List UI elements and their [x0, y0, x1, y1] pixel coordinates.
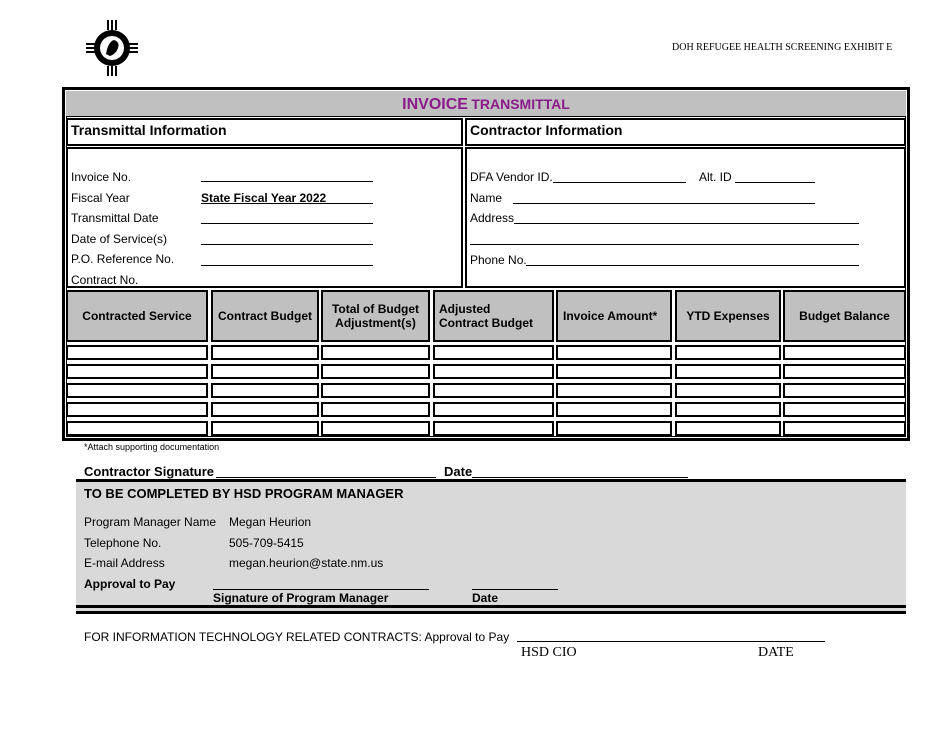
pm-name-label: Program Manager Name: [84, 515, 217, 529]
date-of-service-label: Date of Service(s): [71, 232, 168, 246]
dfa-vendor-label: DFA Vendor ID.: [470, 170, 553, 184]
contractor-info-heading: [465, 118, 906, 146]
table-cell[interactable]: [211, 364, 319, 379]
hsd-bottom-rule-2: [76, 611, 906, 614]
name-field[interactable]: [513, 203, 815, 204]
table-cell[interactable]: [211, 383, 319, 398]
header-contracted-service: Contracted Service: [66, 290, 208, 342]
dfa-vendor-field[interactable]: [553, 182, 686, 183]
table-cell[interactable]: [321, 421, 430, 436]
header-ytd-expenses: YTD Expenses: [675, 290, 781, 342]
fiscal-year-value[interactable]: State Fiscal Year 2022: [201, 191, 327, 205]
header-budget-adjustments-text: Total of Budget Adjustment(s): [331, 302, 420, 330]
address-field-1[interactable]: [514, 223, 859, 224]
table-cell[interactable]: [321, 364, 430, 379]
table-cell[interactable]: [321, 383, 430, 398]
header-budget-balance: Budget Balance: [783, 290, 906, 342]
header-budget-adjustments: [321, 290, 430, 342]
contract-no-label: Contract No.: [71, 273, 139, 287]
table-cell[interactable]: [675, 383, 781, 398]
contractor-signature-label: Contractor Signature: [84, 464, 215, 479]
address-field-2[interactable]: [470, 244, 859, 245]
table-cell[interactable]: [783, 345, 906, 360]
header-adjusted-contract-budget-text: Adjusted Contract Budget: [439, 302, 533, 330]
exhibit-label: DOH REFUGEE HEALTH SCREENING EXHIBIT E: [672, 42, 893, 53]
header-invoice-amount: [556, 290, 672, 342]
table-cell[interactable]: [321, 345, 430, 360]
contractor-date-field[interactable]: [472, 477, 688, 478]
transmittal-heading-text: Transmittal Information: [71, 122, 227, 138]
po-reference-field[interactable]: [201, 265, 373, 266]
table-cell[interactable]: [433, 364, 554, 379]
header-contract-budget: Contract Budget: [211, 290, 319, 342]
hsd-bottom-rule-1: [76, 605, 906, 608]
it-approval-statement: FOR INFORMATION TECHNOLOGY RELATED CONTRACTS: Approval to Pay: [84, 630, 510, 644]
table-cell[interactable]: [556, 421, 672, 436]
footnote: *Attach supporting documentation: [84, 442, 220, 452]
table-cell[interactable]: [66, 383, 208, 398]
it-approval-field[interactable]: [517, 641, 825, 642]
pm-signature-field[interactable]: [213, 589, 429, 590]
pm-date-caption: Date: [472, 591, 499, 605]
fiscal-year-field: [201, 203, 373, 204]
table-cell[interactable]: [556, 402, 672, 417]
pm-signature-caption: Signature of Program Manager: [213, 591, 389, 605]
table-cell[interactable]: [211, 402, 319, 417]
contractor-heading-text: Contractor Information: [470, 122, 623, 138]
table-cell[interactable]: [66, 402, 208, 417]
phone-field[interactable]: [526, 265, 859, 266]
table-cell[interactable]: [556, 383, 672, 398]
alt-id-label: Alt. ID: [699, 170, 732, 184]
zia-sun-seal-icon: [80, 18, 144, 78]
header-adjusted-contract-budget: [433, 290, 554, 342]
table-cell[interactable]: [211, 421, 319, 436]
transmittal-date-field[interactable]: [201, 223, 373, 224]
fiscal-year-label: Fiscal Year: [71, 191, 130, 205]
table-cell[interactable]: [675, 421, 781, 436]
invoice-no-label: Invoice No.: [71, 170, 132, 184]
header-invoice-amount-text: Invoice Amount*: [563, 309, 658, 323]
title-transmittal: TRANSMITTAL: [471, 96, 570, 112]
title-invoice: INVOICE: [402, 96, 468, 113]
table-cell[interactable]: [675, 364, 781, 379]
table-cell[interactable]: [433, 383, 554, 398]
page-title: [66, 91, 906, 117]
hsd-top-rule: [76, 479, 906, 482]
transmittal-date-label: Transmittal Date: [71, 211, 159, 225]
table-cell[interactable]: [211, 345, 319, 360]
date-of-service-field[interactable]: [201, 244, 373, 245]
contractor-signature-field[interactable]: [216, 477, 436, 478]
transmittal-info-heading: [66, 118, 463, 146]
table-cell[interactable]: [66, 364, 208, 379]
table-cell[interactable]: [556, 345, 672, 360]
table-cell[interactable]: [433, 402, 554, 417]
table-cell[interactable]: [433, 421, 554, 436]
table-cell[interactable]: [66, 345, 208, 360]
table-cell[interactable]: [556, 364, 672, 379]
table-cell[interactable]: [783, 364, 906, 379]
it-date-caption: DATE: [758, 645, 794, 660]
contractor-info-box: [465, 147, 906, 288]
alt-id-field[interactable]: [735, 182, 815, 183]
email-value: megan.heurion@state.nm.us: [229, 556, 384, 570]
pm-date-field[interactable]: [472, 589, 558, 590]
table-cell[interactable]: [675, 402, 781, 417]
address-label: Address: [470, 211, 515, 225]
contractor-date-label: Date: [444, 464, 473, 479]
table-cell[interactable]: [675, 345, 781, 360]
telephone-value: 505-709-5415: [229, 536, 304, 550]
table-cell[interactable]: [783, 421, 906, 436]
table-cell[interactable]: [783, 383, 906, 398]
phone-label: Phone No.: [470, 253, 527, 267]
hsd-cio-caption: HSD CIO: [521, 645, 577, 660]
email-label: E-mail Address: [84, 556, 165, 570]
table-cell[interactable]: [433, 345, 554, 360]
table-cell[interactable]: [321, 402, 430, 417]
telephone-label: Telephone No.: [84, 536, 162, 550]
approval-to-pay-label: Approval to Pay: [84, 577, 176, 591]
hsd-heading: TO BE COMPLETED BY HSD PROGRAM MANAGER: [84, 486, 404, 501]
table-cell[interactable]: [66, 421, 208, 436]
invoice-no-field[interactable]: [201, 181, 373, 182]
table-cell[interactable]: [783, 402, 906, 417]
po-reference-label: P.O. Reference No.: [71, 252, 175, 266]
name-label: Name: [470, 191, 503, 205]
pm-name-value: Megan Heurion: [229, 515, 312, 529]
